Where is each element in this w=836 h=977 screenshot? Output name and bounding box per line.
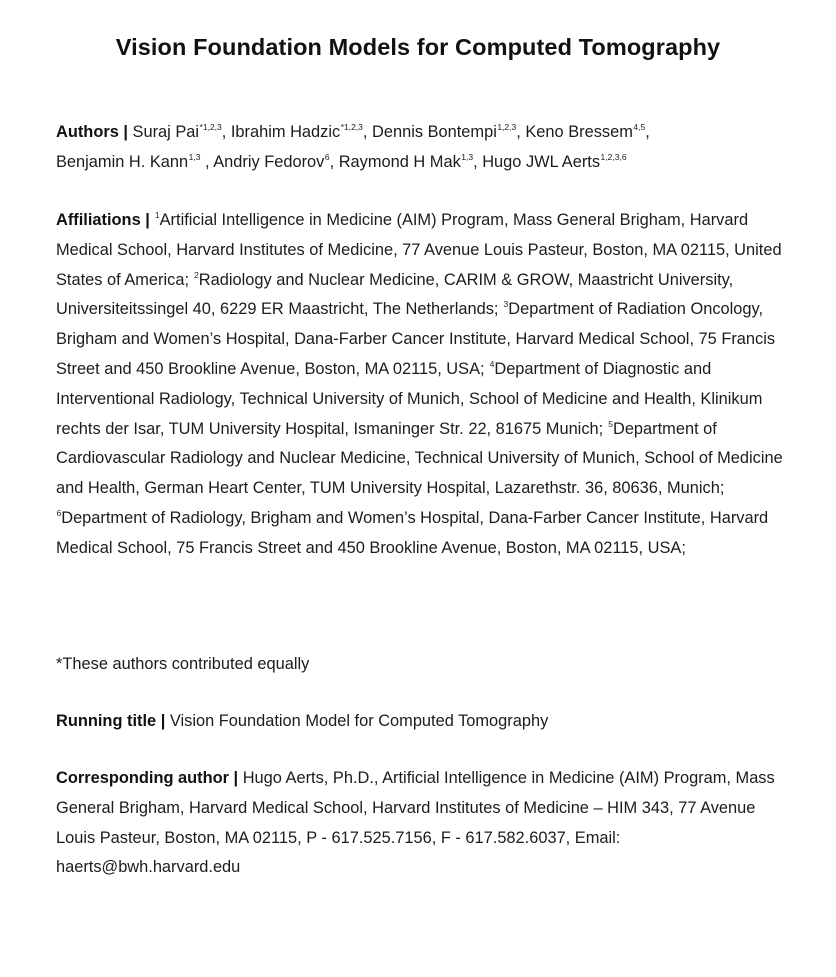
affiliation-number: 3 (503, 299, 509, 310)
running-title-label: Running title | (56, 712, 166, 730)
affiliation-text: Department of Cardiovascular Radiology and Nuclear Medicine, Technical University of Munich, School of Medicine and Health, German Heart Center, TUM University Hospital, Lazarethstr. 36, 80636, Munich; (56, 419, 783, 498)
corresponding-author-section (56, 764, 786, 883)
equal-contribution-note (56, 650, 786, 680)
author-affiliation-marks: 1,3 (188, 151, 201, 162)
corresponding-author-text: Hugo Aerts, Ph.D., Artificial Intelligence in Medicine (AIM) Program, Mass General Brigham, Harvard Medical School, Harvard Institutes of Medicine – HIM 343, 77 Avenue Louis Pasteur, Boston, MA 02115, P - 617.525.7156, F - 617.582.6037, Email: haerts@bwh.harvard.edu (56, 769, 775, 877)
author-name: Andriy Fedorov (213, 152, 325, 171)
running-title-text: Vision Foundation Model for Computed Tomography (169, 712, 549, 730)
author-name: Ibrahim Hadzic (230, 123, 341, 141)
author-separator: , (329, 152, 339, 171)
author-name: Suraj Pai (132, 123, 200, 141)
author-separator: , (516, 123, 526, 141)
author-affiliation-marks: 1,2,3,6 (600, 151, 627, 162)
affiliation-text: Department of Diagnostic and Interventional Radiology, Technical University of Munich, School of Medicine and Health, Klinikum rechts der Isar, TUM University Hospital, Ismaninger Str. 22, 81675 Munich; (56, 359, 763, 438)
author-affiliation-marks: 4,5 (633, 122, 646, 132)
affiliation-text: Department of Radiology, Brigham and Women’s Hospital, Dana-Farber Cancer Institute, Harvard Medical School, 75 Francis Street and 450 Brookline Avenue, Boston, MA 02115, USA; (56, 508, 769, 557)
affiliations-section (56, 206, 786, 564)
affiliation-number: 2 (194, 269, 199, 280)
author-separator: , (473, 152, 483, 171)
running-title-section (56, 707, 786, 737)
equal-contribution-text: *These authors contributed equally (56, 655, 310, 673)
author-separator: , (221, 123, 231, 141)
author-separator: , (645, 123, 650, 141)
author-separator: , (362, 123, 373, 141)
affiliation-number: 1 (154, 210, 160, 220)
affiliation-number: 6 (56, 507, 62, 518)
corresponding-author-label: Corresponding author | (56, 769, 239, 787)
author-name: Benjamin H. Kann (56, 152, 189, 171)
authors-section (56, 118, 786, 178)
author-name: Raymond H Mak (338, 152, 461, 171)
authors-label: Authors | (56, 123, 128, 141)
affiliation-number: 5 (608, 418, 613, 429)
paper-title: Vision Foundation Models for Computed Tomography (115, 34, 721, 60)
affiliation-text: Department of Radiation Oncology, Brigham and Women’s Hospital, Dana-Farber Cancer Institute, Harvard Medical School, 75 Francis Street and 450 Brookline Avenue, Boston, MA 02115, USA; (56, 300, 776, 378)
author-separator: , (200, 152, 214, 171)
author-name: Keno Bressem (525, 123, 633, 141)
affiliations-label: Affiliations | (56, 211, 150, 229)
author-affiliation-marks: *1,2,3 (199, 122, 222, 132)
affiliation-text: Artificial Intelligence in Medicine (AIM) Program, Mass General Brigham, Harvard Medical School, Harvard Institutes of Medicine, 77 Avenue Louis Pasteur, Boston, MA 02115, United States of America; (56, 211, 782, 289)
author-affiliation-marks: 1,3 (461, 151, 474, 162)
author-name: Hugo JWL Aerts (482, 152, 601, 171)
author-affiliation-marks: 6 (324, 151, 330, 162)
author-affiliation-marks: *1,2,3 (340, 122, 363, 132)
author-affiliation-marks: 1,2,3 (497, 122, 517, 132)
affiliation-number: 4 (489, 358, 495, 369)
author-name: Dennis Bontempi (372, 123, 497, 141)
affiliation-text: Radiology and Nuclear Medicine, CARIM & GROW, Maastricht University, Universiteitssingel 40, 6229 ER Maastricht, The Netherlands; (56, 270, 734, 319)
